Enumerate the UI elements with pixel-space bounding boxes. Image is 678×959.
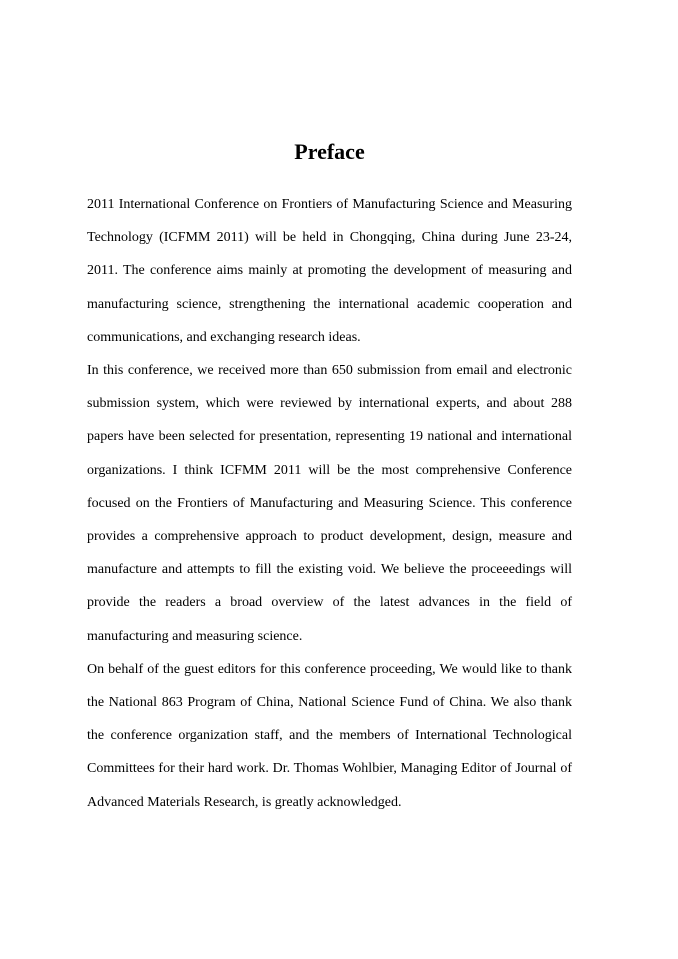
paragraph-intro: 2011 International Conference on Frontiers of Manufacturing Science and Measuring Technology (ICFMM 2011) will be held in Chongqing, China during June 23-24, 2011. The conference aims mainly at promoting the development of measuring and manufacturing science, strengthening the international academic cooperation and communications, and exchanging research ideas. [87,197,572,345]
page-title: Preface [294,139,365,164]
paragraph-submissions: In this conference, we received more than 650 submission from email and electronic submission system, which were reviewed by international experts, and about 288 papers have been selected for presentation, representing 19 national and international organizations. I think ICFMM 2011 will be the most comprehensive Conference focused on the Frontiers of Manufacturing and Measuring Science. This conference provides a comprehensive approach to product development, design, measure and manufacture and attempts to fill the existing void. We believe the proceeedings will provide the readers a broad overview of the latest advances in the field of manufacturing and measuring science. [87,363,572,644]
paragraph-acknowledgements: On behalf of the guest editors for this conference proceeding, We would like to thank the National 863 Program of China, National Science Fund of China. We also thank the conference organization staff, and the members of International Technological Committees for their hard work. Dr. Thomas Wohlbier, Managing Editor of Journal of Advanced Materials Research, is greatly acknowledged. [87,661,572,810]
document-page [87,136,572,819]
